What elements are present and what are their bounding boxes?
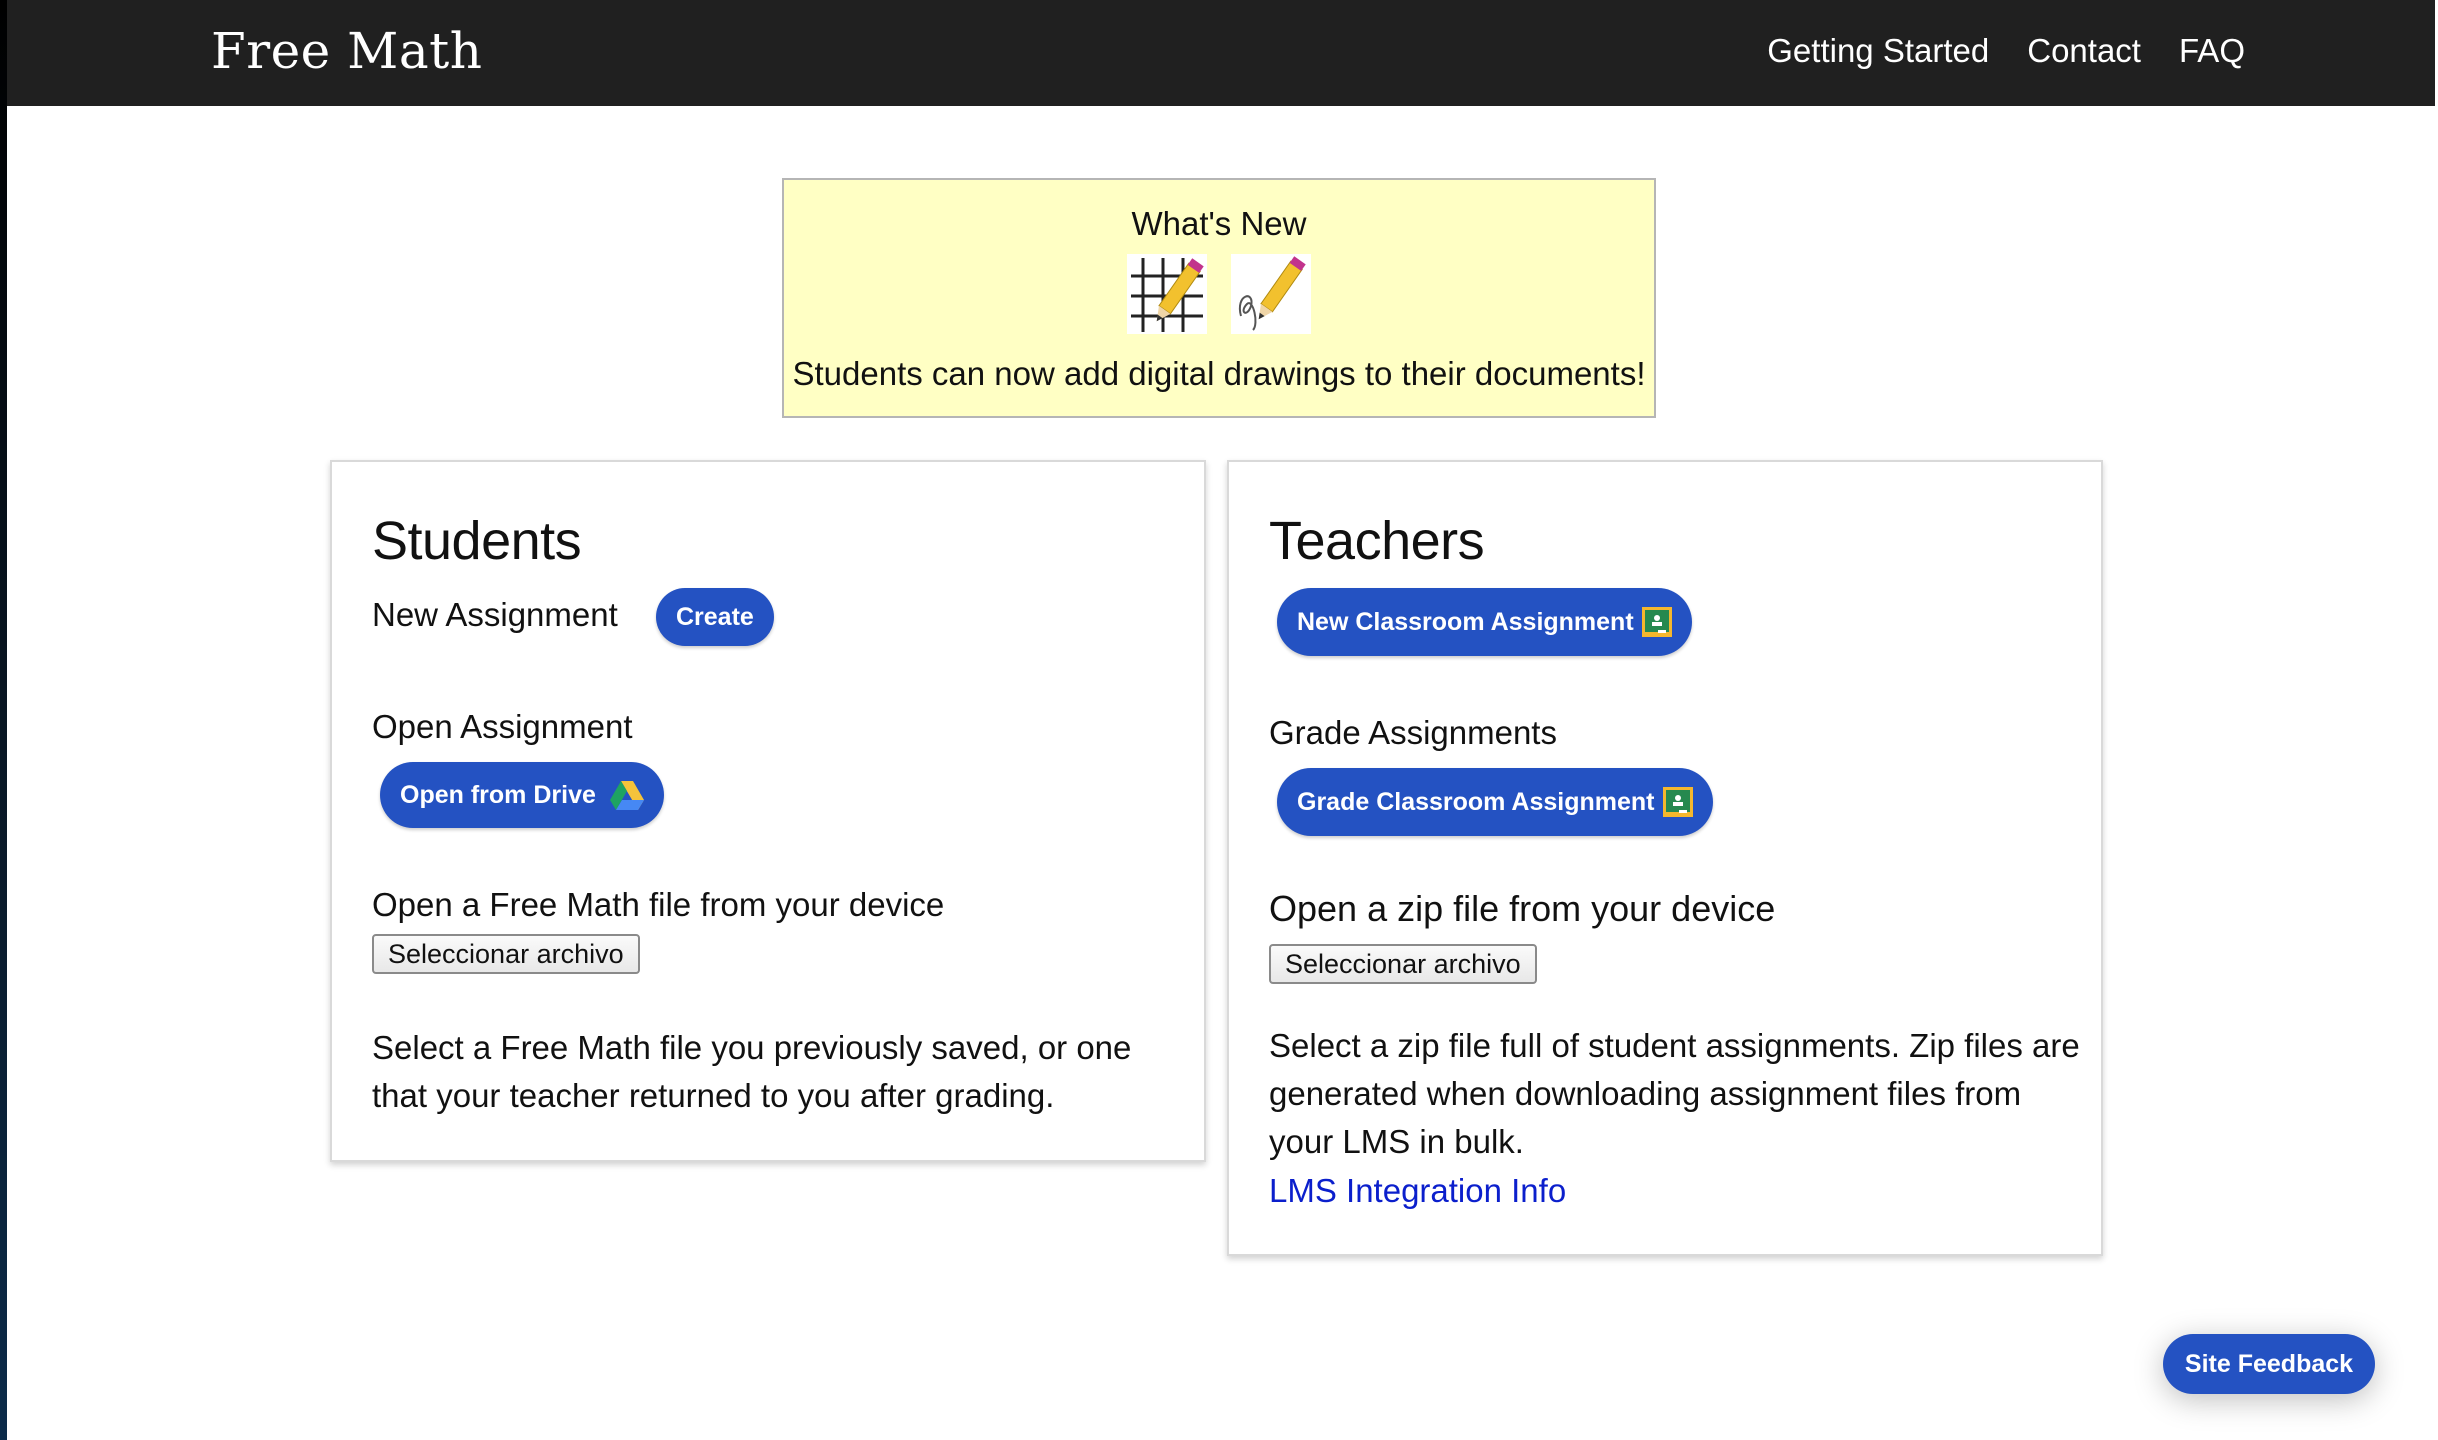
teachers-title: Teachers <box>1269 511 1485 571</box>
whats-new-title: What's New <box>1131 205 1307 242</box>
grade-classroom-assignment-label: Grade Classroom Assignment <box>1297 787 1655 816</box>
nav-links <box>1767 32 2245 70</box>
freehand-pencil-icon <box>1231 254 1311 334</box>
create-button-label: Create <box>676 602 754 631</box>
student-file-button[interactable] <box>372 934 640 974</box>
students-description: Select a Free Math file you previously saved, or one that your teacher returned to you after grading. <box>372 1029 1132 1114</box>
whats-new-banner <box>782 178 1656 418</box>
nav-getting-started[interactable]: Getting Started <box>1767 32 1990 69</box>
teacher-file-button-label: Seleccionar archivo <box>1285 948 1521 979</box>
google-classroom-icon <box>1663 787 1693 817</box>
brand-logo[interactable]: Free Math <box>211 22 483 80</box>
new-classroom-assignment-label: New Classroom Assignment <box>1297 607 1634 636</box>
grade-classroom-assignment-button[interactable] <box>1277 768 1713 836</box>
lms-integration-link[interactable]: LMS Integration Info <box>1269 1172 1567 1209</box>
desktop-edge <box>0 0 7 1440</box>
teachers-card <box>1227 460 2103 1256</box>
site-feedback-label: Site Feedback <box>2184 1349 2354 1378</box>
open-assignment-label: Open Assignment <box>372 708 633 745</box>
create-button[interactable] <box>656 588 774 646</box>
whats-new-icons <box>784 254 1654 334</box>
whats-new-text: Students can now add digital drawings to their documents! <box>792 355 1646 392</box>
nav-faq[interactable]: FAQ <box>2178 32 2245 69</box>
new-assignment-label: New Assignment <box>372 596 618 633</box>
grid-pencil-icon <box>1127 254 1207 334</box>
teachers-description: Select a zip file full of student assignments. Zip files are generated when downloading assignment files from your LMS in bulk. <box>1269 1027 2080 1160</box>
google-classroom-icon <box>1642 607 1672 637</box>
student-file-button-label: Seleccionar archivo <box>388 938 624 969</box>
google-drive-icon <box>610 780 644 810</box>
navbar <box>7 0 2435 106</box>
students-title: Students <box>372 511 582 571</box>
new-classroom-assignment-button[interactable] <box>1277 588 1692 656</box>
teacher-file-button[interactable] <box>1269 944 1537 984</box>
open-zip-label: Open a zip file from your device <box>1269 888 1776 929</box>
open-from-drive-label: Open from Drive <box>400 780 596 809</box>
site-feedback-button[interactable] <box>2163 1334 2375 1394</box>
open-from-drive-button[interactable] <box>380 762 664 828</box>
grade-assignments-label: Grade Assignments <box>1269 714 1557 751</box>
nav-contact[interactable]: Contact <box>2027 32 2141 69</box>
students-card <box>330 460 1206 1162</box>
open-file-label: Open a Free Math file from your device <box>372 886 945 923</box>
